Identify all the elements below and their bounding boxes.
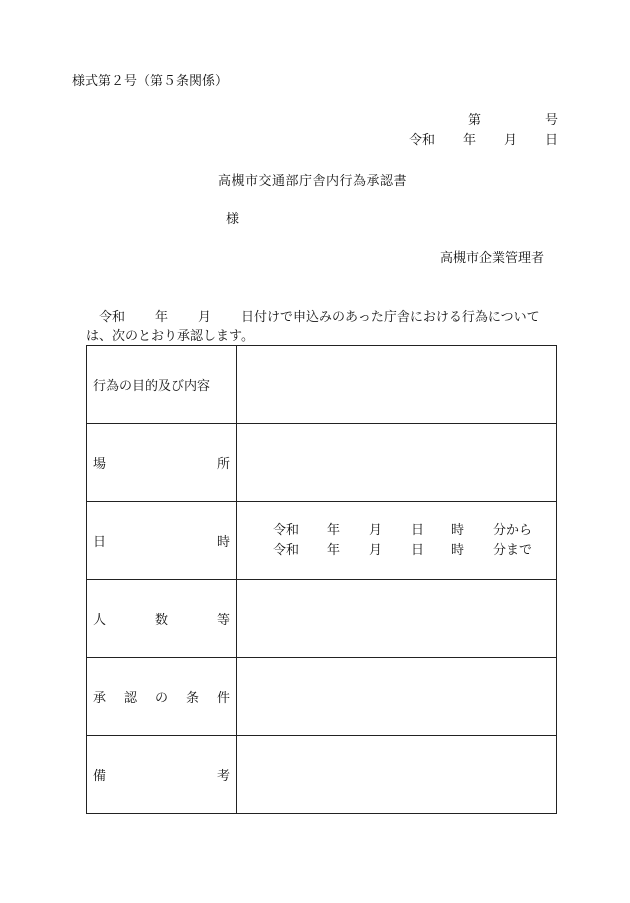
date-era: 令和 xyxy=(408,133,435,148)
date-month: 月 xyxy=(503,133,517,148)
datetime-to xyxy=(237,541,556,561)
label-char: 件 xyxy=(216,691,230,706)
label-char: 認 xyxy=(123,691,137,706)
addressee-suffix: 様 xyxy=(226,212,240,227)
to-day: 日 xyxy=(411,542,425,558)
datetime-from xyxy=(237,521,556,541)
table-row xyxy=(87,502,557,580)
label-char: 条 xyxy=(185,691,199,706)
label-place xyxy=(87,424,237,502)
from-day: 日 xyxy=(411,522,425,538)
document-number-line xyxy=(468,113,558,129)
to-hour: 時 xyxy=(451,542,465,558)
label-remarks xyxy=(87,736,237,814)
body-era: 令和 xyxy=(99,310,126,325)
label-char: 備 xyxy=(93,769,107,784)
label-char: 日 xyxy=(93,535,107,550)
table-row xyxy=(87,580,557,658)
label-purpose-content: 行為の目的及び内容 xyxy=(87,346,237,424)
from-hour: 時 xyxy=(451,522,465,538)
to-era: 令和 xyxy=(273,542,300,558)
spread-label xyxy=(93,765,230,784)
spread-label xyxy=(93,453,230,472)
label-char: の xyxy=(154,691,168,706)
date-day: 日 xyxy=(544,133,558,148)
to-month: 月 xyxy=(369,542,383,558)
label-char: 時 xyxy=(216,535,230,550)
label-char: 考 xyxy=(216,769,230,784)
spread-label xyxy=(93,687,230,706)
to-year: 年 xyxy=(327,542,341,558)
body-month: 月 xyxy=(198,310,212,325)
value-datetime xyxy=(237,502,557,580)
approval-statement xyxy=(86,308,558,346)
from-year: 年 xyxy=(327,522,341,538)
table-row xyxy=(87,346,557,424)
body-year: 年 xyxy=(155,310,169,325)
from-month: 月 xyxy=(369,522,383,538)
spread-label xyxy=(93,531,230,550)
form-number: 様式第２号（第５条関係） xyxy=(72,74,229,89)
label-char: 等 xyxy=(216,613,230,628)
label-number-of-people xyxy=(87,580,237,658)
spread-label xyxy=(93,609,230,628)
table-row xyxy=(87,736,557,814)
doc-no-prefix: 第 xyxy=(467,113,481,128)
label-char: 場 xyxy=(93,457,107,472)
value-conditions xyxy=(237,658,557,736)
to-minute: 分まで xyxy=(493,542,533,558)
from-era: 令和 xyxy=(273,522,300,538)
issuer-name: 高槻市企業管理者 xyxy=(439,251,544,266)
from-minute: 分から xyxy=(493,522,533,538)
doc-no-suffix: 号 xyxy=(544,113,558,128)
date-year: 年 xyxy=(462,133,476,148)
label-conditions xyxy=(87,658,237,736)
value-place xyxy=(237,424,557,502)
value-remarks xyxy=(237,736,557,814)
label-char: 所 xyxy=(216,457,230,472)
table-row xyxy=(87,658,557,736)
issue-date-line xyxy=(409,133,558,149)
label-datetime xyxy=(87,502,237,580)
approval-details-table xyxy=(86,345,557,814)
value-number-of-people xyxy=(237,580,557,658)
document-title: 高槻市交通部庁舎内行為承認書 xyxy=(218,174,408,189)
body-rest: 日付けで申込みのあった庁舎における行為については、次のとおり承認します。 xyxy=(86,310,540,344)
label-char: 数 xyxy=(154,613,168,628)
value-purpose-content xyxy=(237,346,557,424)
label-char: 承 xyxy=(93,691,107,706)
label-char: 人 xyxy=(93,613,107,628)
table-row xyxy=(87,424,557,502)
